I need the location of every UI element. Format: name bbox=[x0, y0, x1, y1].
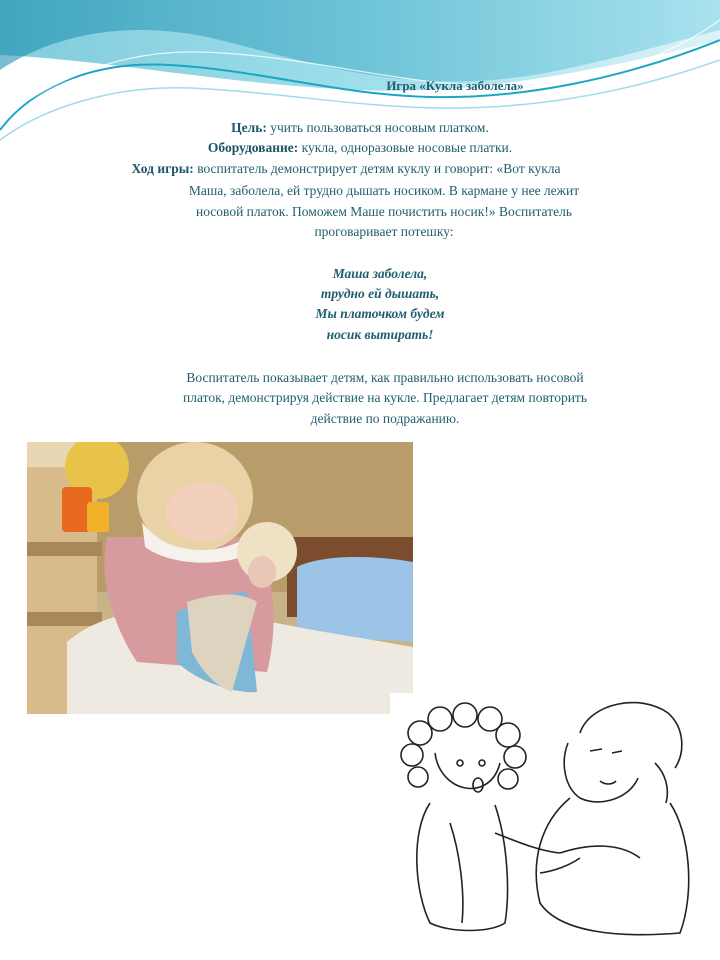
illustration-children-sketch bbox=[390, 693, 705, 943]
goal-label: Цель: bbox=[231, 120, 267, 135]
course-line-4: проговаривает потешку: bbox=[314, 224, 454, 239]
course-label: Ход игры: bbox=[131, 161, 194, 176]
outro-line-1: Воспитатель показывает детям, как правильно использовать носовой bbox=[186, 370, 584, 385]
equipment-label: Оборудование: bbox=[207, 140, 299, 155]
outro-line-2: платок, демонстрируя действие на кукле. Предлагает детям повторить bbox=[183, 390, 587, 405]
course-line-1 bbox=[0, 159, 706, 178]
goal-line bbox=[0, 118, 720, 137]
poem-line-4: носик вытирать! bbox=[326, 327, 434, 342]
equipment-line bbox=[0, 138, 720, 157]
course-line-3: носовой платок. Поможем Маше почистить носик!» Воспитатель bbox=[195, 204, 572, 219]
page-title: Игра «Кукла заболела» bbox=[386, 78, 524, 93]
poem-line-3: Мы платочком будем bbox=[315, 306, 445, 321]
goal-text: учить пользоваться носовым платком. bbox=[266, 120, 489, 135]
poem-line-2: трудно ей дышать, bbox=[320, 286, 440, 301]
course-text-1: воспитатель демонстрирует детям куклу и говорит: «Вот кукла bbox=[193, 161, 561, 176]
poem-line-1: Маша заболела, bbox=[332, 266, 428, 281]
photo-girl-with-doll bbox=[27, 442, 413, 714]
outro-line-3: действие по подражанию. bbox=[310, 411, 460, 426]
equipment-text: кукла, одноразовые носовые платки. bbox=[298, 140, 513, 155]
course-line-2: Маша, заболела, ей трудно дышать носиком. В кармане у нее лежит bbox=[188, 183, 580, 198]
